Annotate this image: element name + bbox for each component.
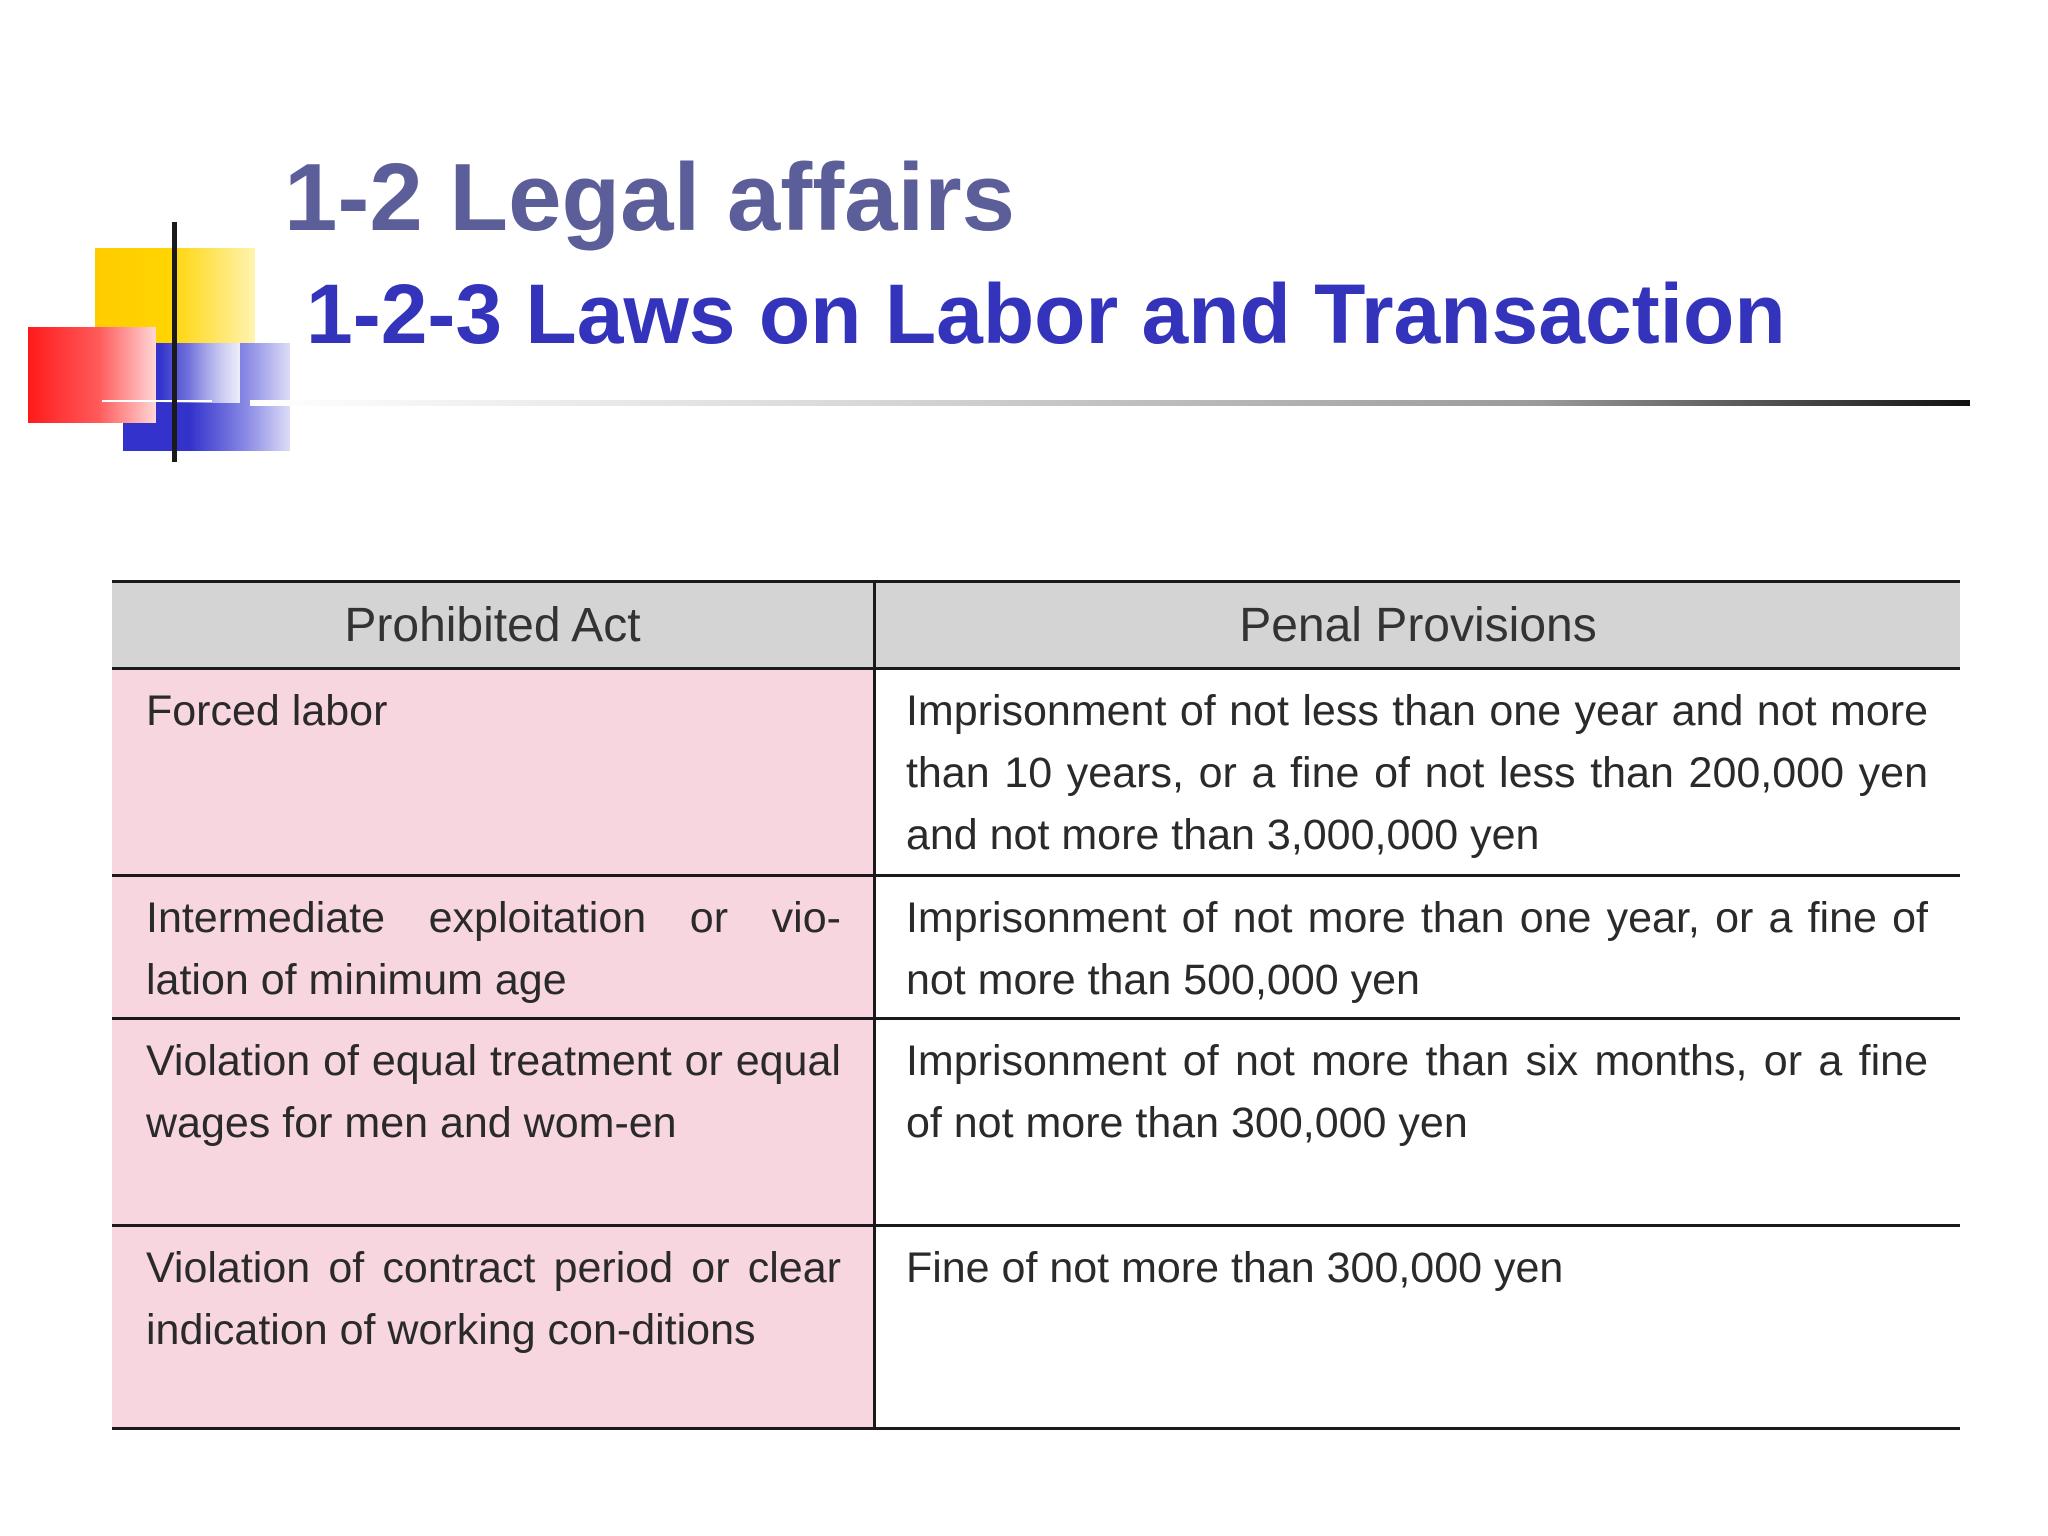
- prohibited-act-cell: Intermediate exploitation or vio-lation of minimum age: [112, 876, 874, 1019]
- title-underline: [250, 400, 1970, 406]
- prohibited-act-cell: Forced labor: [112, 669, 874, 876]
- logo-divider: [102, 400, 212, 402]
- header-prohibited-act: Prohibited Act: [112, 582, 874, 669]
- penal-provision-cell: Imprisonment of not less than one year and not more than 10 years, or a fine of not less than 200,000 yen and not more than 3,000,000 yen: [874, 669, 1960, 876]
- penal-provision-cell: Fine of not more than 300,000 yen: [874, 1226, 1960, 1429]
- penal-provision-cell: Imprisonment of not more than six months, or a fine of not more than 300,000 yen: [874, 1019, 1960, 1226]
- prohibited-act-cell: Violation of equal treatment or equal wages for men and wom-en: [112, 1019, 874, 1226]
- header-penal-provisions: Penal Provisions: [874, 582, 1960, 669]
- logo-vertical-line: [172, 222, 177, 462]
- table-row: [112, 1226, 1960, 1429]
- table-row: [112, 876, 1960, 1019]
- table-row: [112, 1019, 1960, 1226]
- penalties-table: [112, 580, 1960, 1430]
- page-title: 1-2 Legal affairs: [284, 144, 1015, 251]
- table-header-row: [112, 582, 1960, 669]
- page-subtitle: 1-2-3 Laws on Labor and Transaction: [306, 267, 1786, 361]
- penal-provision-cell: Imprisonment of not more than one year, or a fine of not more than 500,000 yen: [874, 876, 1960, 1019]
- prohibited-act-cell: Violation of contract period or clear indication of working con-ditions: [112, 1226, 874, 1429]
- table-row: [112, 669, 1960, 876]
- red-square: [28, 327, 156, 423]
